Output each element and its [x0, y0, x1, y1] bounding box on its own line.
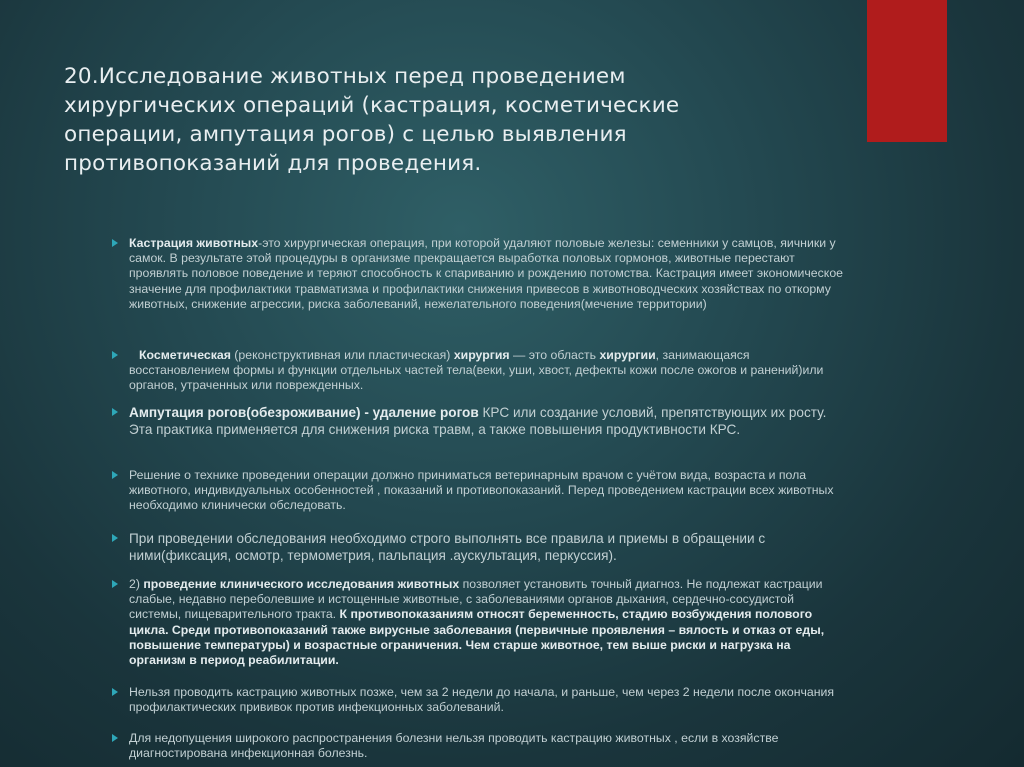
slide-title: 20.Исследование животных перед проведением хирургических операций (кастрация, косметические операции, ампутация рогов) с целью выявления противопоказаний для проведения. — [64, 64, 680, 176]
bullet-clinical-examination: 2) проведение клинического исследования животных позволяет установить точный диагноз. Не подлежат кастрации слабые, недавно переболевшие и истощенные животные, с заболеваниями органов дыхания, сердечно-сосудистой системы, пищеварительного тракта. К противопоказаниям относят беременность, стадию возбуждения полового цикла. Среди противопоказаний также вирусные заболевания (первичные проявления – вялость и отказ от еды, повышение температуры) и возрастные ограничения. Чем старше животное, тем выше риски и нагрузка на организм в период реабилитации. — [129, 577, 849, 668]
bullet-examination-rules: При проведении обследования необходимо строго выполнять все правила и приемы в обращении с ними(фиксация, осмотр, термометрия, пальпация .аускультация, перкуссия). — [129, 531, 849, 565]
triangle-bullet-icon — [112, 534, 118, 542]
triangle-bullet-icon — [112, 688, 118, 696]
triangle-bullet-icon — [112, 734, 118, 742]
triangle-bullet-icon — [112, 471, 118, 479]
bullet-castration: Кастрация животных-это хирургическая операция, при которой удаляют половые железы: семенники у самцов, яичники у самок. В результате этой процедуры в организме прекращается выработка половых гормонов, животные перестают проявлять половое поведение и теряют способность к спариванию и рождению потомства. Кастрация имеет экономическое значение для профилактики травматизма и профилактики снижения привесов в животноводческих хозяйствах по откорму животных, снижение агрессии, риска заболеваний, нежелательного поведения(мечение территории) — [129, 236, 849, 312]
bullet-dehorning: Ампутация рогов(обезроживание) - удаление рогов КРС или создание условий, препятствующих их росту. Эта практика применяется для снижения риска травм, а также повышения продуктивности КРС. — [129, 405, 849, 439]
triangle-bullet-icon — [112, 580, 118, 588]
triangle-bullet-icon — [112, 408, 118, 416]
triangle-bullet-icon — [112, 239, 118, 247]
bullet-cosmetic-surgery: Косметическая (реконструктивная или пластическая) хирургия — это область хирургии, занимающаяся восстановлением формы и функции отдельных частей тела(веки, уши, хвост, дефекты кожи после ожогов и ранений)или органов, утраченных или поврежденных. — [129, 348, 849, 394]
bullet-vaccination-timing: Нельзя проводить кастрацию животных позже, чем за 2 недели до начала, и раньше, чем через 2 недели после окончания профилактических прививок против инфекционных заболеваний. — [129, 685, 849, 715]
red-accent-tab — [867, 0, 947, 142]
bullet-infectious-disease: Для недопущения широкого распространения болезни нельзя проводить кастрацию животных , если в хозяйстве диагностирована инфекционная болезнь. — [129, 731, 849, 761]
bullet-vet-decision: Решение о технике проведении операции должно приниматься ветеринарным врачом с учётом вида, возраста и пола животного, индивидуальных особенностей , показаний и противопоказаний. Перед проведением кастрации всех животных необходимо клинически обследовать. — [129, 468, 849, 514]
triangle-bullet-icon — [112, 351, 118, 359]
